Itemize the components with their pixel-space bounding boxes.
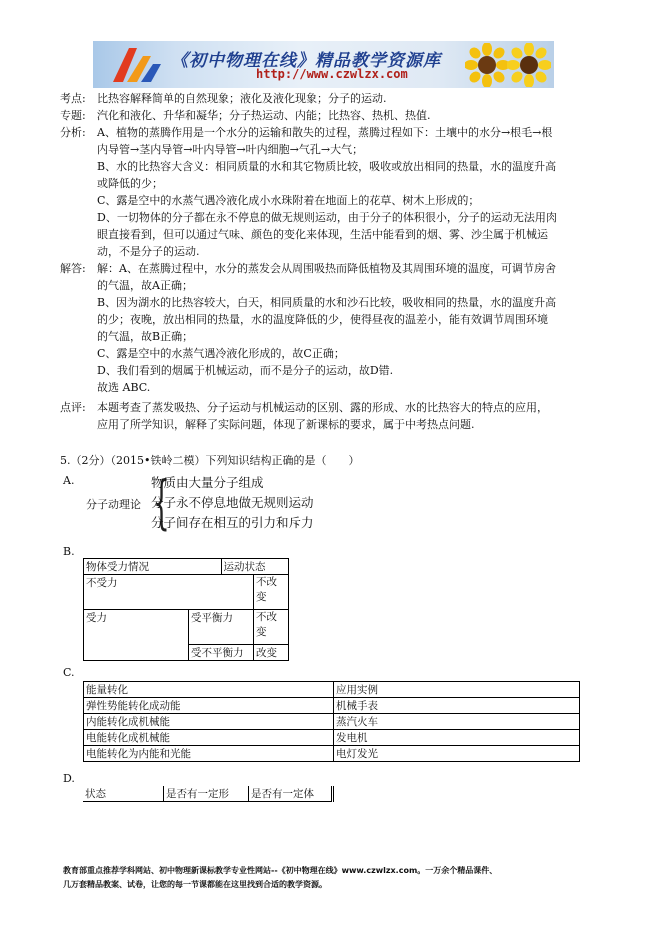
option-b-table <box>83 558 289 661</box>
table-cell: 能量转化 <box>84 682 334 698</box>
table-cell: 机械手表 <box>334 698 580 714</box>
dianping-line: 应用了所学知识，解释了实际问题，体现了新课标的要求，属于中考热点问题. <box>97 418 475 431</box>
table-cell: 物体受力情况 <box>84 559 222 575</box>
fenxi-line: A、植物的蒸腾作用是一个水分的运输和散失的过程，蒸腾过程如下：土壤中的水分→根毛→根 <box>97 126 553 139</box>
banner-title: 《初中物理在线》精品教学资源库 <box>171 51 441 71</box>
fenxi-line: D、一切物体的分子都在永不停息的做无规则运动，由于分子的体积很小，分子的运动无法用肉 <box>97 211 557 224</box>
table-cell: 不改变 <box>254 610 289 645</box>
table-cell: 发电机 <box>334 730 580 746</box>
option-d-table <box>83 786 334 802</box>
jieda-line: 解：A、在蒸腾过程中，水分的蒸发会从周围吸热而降低植物及其周围环境的温度，可调节房舍 <box>97 262 556 275</box>
zhuanti-label: 专题: <box>60 109 86 122</box>
jieda-line: B、因为湖水的比热容较大，白天，相同质量的水和沙石比较，吸收相同的热量，水的温度升高 <box>97 296 557 309</box>
table-cell: 运动状态 <box>221 559 289 575</box>
fenxi-line: 动，不是分子的运动. <box>97 245 200 258</box>
option-a-item: 分子永不停息地做无规则运动 <box>151 495 314 510</box>
table-cell: 电灯发光 <box>334 746 580 762</box>
option-a-root: 分子动理论 <box>86 498 141 511</box>
fenxi-line: C、露是空中的水蒸气遇冷液化成小水珠附着在地面上的花草、树木上形成的； <box>97 194 480 207</box>
header-banner <box>93 41 554 88</box>
table-cell: 蒸汽火车 <box>334 714 580 730</box>
jieda-line: C、露是空中的水蒸气遇冷液化形成的，故C正确； <box>97 347 345 360</box>
kaodian-label: 考点: <box>60 92 86 105</box>
table-cell: 受力 <box>84 610 189 661</box>
site-logo <box>107 44 163 86</box>
fenxi-line: B、水的比热容大含义：相同质量的水和其它物质比较，吸收或放出相同的热量，水的温度升高 <box>97 160 557 173</box>
fenxi-line: 或降低的少； <box>97 177 163 190</box>
table-cell: 内能转化成机械能 <box>84 714 334 730</box>
table-cell: 不改变 <box>254 575 289 610</box>
dianping-line: 本题考查了蒸发吸热、分子运动与机械运动的区别、露的形成、水的比热容大的特点的应用， <box>97 401 548 414</box>
table-cell: 受不平衡力 <box>189 645 254 661</box>
brace-icon: { <box>153 468 170 536</box>
table-cell: 弹性势能转化成动能 <box>84 698 334 714</box>
table-cell: 状态 <box>83 786 164 802</box>
question-stem: 5.（2分）（2015•铁岭二模）下列知识结构正确的是（ ） <box>60 454 360 467</box>
option-b-label: B. <box>63 545 75 558</box>
sunflower-icon <box>507 43 551 87</box>
jieda-line: D、我们看到的烟属于机械运动，而不是分子的运动，故D错. <box>97 364 394 377</box>
option-d-label: D. <box>63 772 75 785</box>
option-c-table <box>83 681 580 762</box>
table-cell: 受平衡力 <box>189 610 254 645</box>
table-cell: 改变 <box>254 645 289 661</box>
fenxi-label: 分析: <box>60 126 86 139</box>
fenxi-line: 眼直接看到，但可以通过气味、颜色的变化来体现，生活中能看到的烟、雾、沙尘属于机械运 <box>97 228 548 241</box>
jieda-line: 的气温，故A正确； <box>97 279 193 292</box>
jieda-line: 的气温，故B正确； <box>97 330 194 343</box>
banner-url: http://www.czwlzx.com <box>256 67 408 81</box>
jieda-line: 故选 ABC. <box>97 381 151 394</box>
table-cell: 电能转化为内能和光能 <box>84 746 334 762</box>
dianping-label: 点评: <box>60 401 86 414</box>
zhuanti-text: 汽化和液化、升华和凝华；分子热运动、内能；比热容、热机、热值. <box>97 109 431 122</box>
jieda-line: 的少；夜晚，放出相同的热量，水的温度降低的少，使得昼夜的温差小，能有效调节周围环境 <box>97 313 548 326</box>
jieda-label: 解答: <box>60 262 86 275</box>
fenxi-line: 内导管→茎内导管→叶内导管→叶内细胞→气孔→大气； <box>97 143 364 156</box>
option-a-item: 物质由大量分子组成 <box>151 475 264 490</box>
table-cell: 电能转化成机械能 <box>84 730 334 746</box>
option-a-label: A. <box>63 474 75 487</box>
kaodian-text: 比热容解释简单的自然现象；液化及液化现象；分子的运动. <box>97 92 387 105</box>
footer-line: 教育部重点推荐学科网站、初中物理新课标教学专业性网站--《初中物理在线》www.czwlzx.com。一万余个精品课件、 <box>63 866 498 875</box>
sunflower-icon <box>465 43 509 87</box>
option-c-label: C. <box>63 666 75 679</box>
table-cell: 应用实例 <box>334 682 580 698</box>
table-cell: 不受力 <box>84 575 254 610</box>
footer-line: 几万套精品教案、试卷，让您的每一节课都能在这里找到合适的教学资源。 <box>63 880 327 889</box>
table-cell: 是否有一定体 <box>249 786 333 802</box>
table-cell: 是否有一定形 <box>164 786 249 802</box>
option-a-item: 分子间存在相互的引力和斥力 <box>151 515 314 530</box>
